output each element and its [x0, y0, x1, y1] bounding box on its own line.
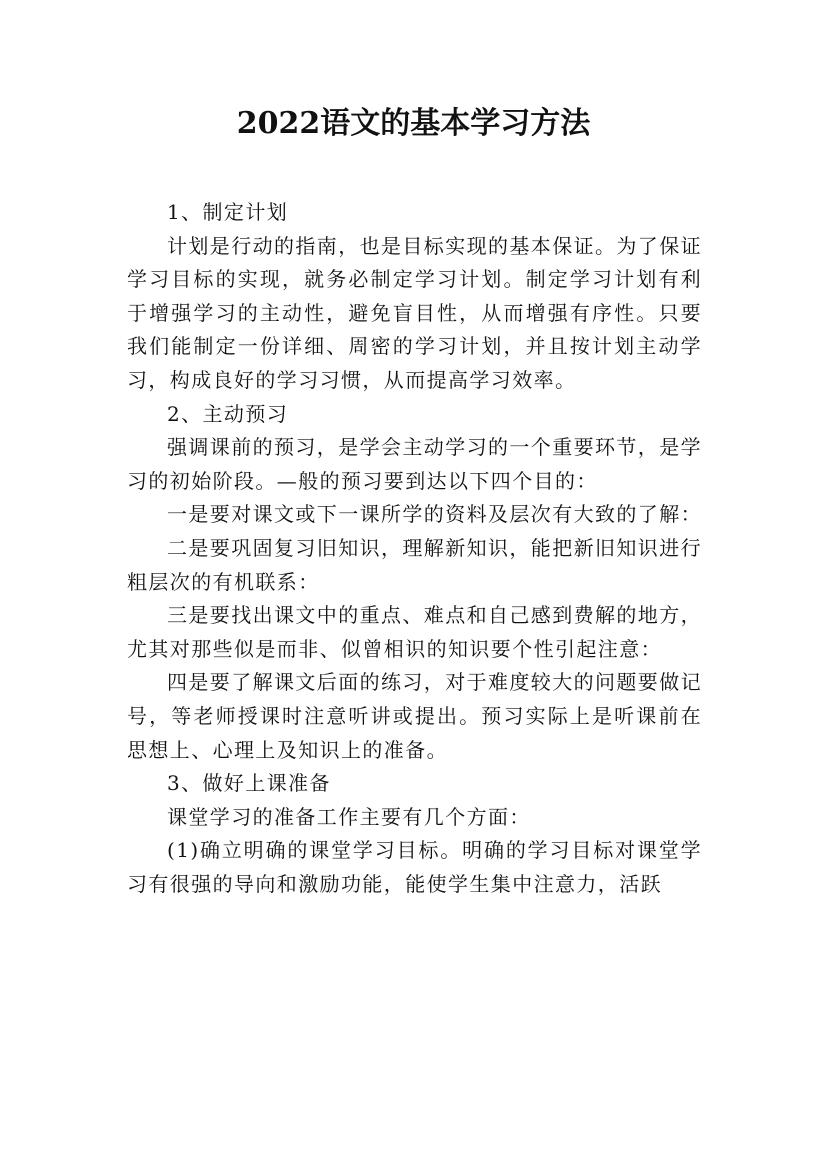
- heading-active-preview: 2、主动预习: [167, 401, 289, 426]
- heading-make-plan: 1、制定计划: [167, 200, 289, 224]
- paragraph-plan: 计划是行动的指南，也是目标实现的基本保证。为了保证学习目标的实现，就务必制定学习计划。制定学习计划有利于增强学习的主动性，避免盲目性，从而增强有序性。只要我们能制定一份详细、周密的学习计划，并且按计划主动学习，构成良好的学习习惯，从而提高学习效率。: [127, 233, 702, 392]
- paragraph-goal-one: 一是要对课文或下一课所学的资料及层次有大致的了解：: [167, 502, 702, 527]
- paragraph-goal-two: 二是要巩固复习旧知识，理解新知识，能把新旧知识进行粗层次的有机联系：: [127, 535, 702, 594]
- heading-class-prep: 3、做好上课准备: [167, 771, 331, 796]
- document-body: [127, 196, 702, 901]
- paragraph-preview: 强调课前的预习，是学会主动学习的一个重要环节，是学习的初始阶段。—般的预习要到达以下四个目的：: [127, 435, 702, 493]
- paragraph-goal-four: 四是要了解课文后面的练习，对于难度较大的问题要做记号，等老师授课时注意听讲或提出。预习实际上是听课前在思想上、心理上及知识上的准备。: [127, 670, 702, 762]
- paragraph-goal-three: 三是要找出课文中的重点、难点和自己感到费解的地方，尤其对那些似是而非、似曾相识的知识要个性引起注意：: [127, 603, 702, 661]
- paragraph-class-goal: (1)确立明确的课堂学习目标。明确的学习目标对课堂学习有很强的导向和激励功能，能使学生集中注意力，活跃: [127, 838, 702, 896]
- document-title: 2022语文的基本学习方法: [236, 106, 591, 141]
- paragraph-class-prep: 课堂学习的准备工作主要有几个方面：: [167, 804, 531, 829]
